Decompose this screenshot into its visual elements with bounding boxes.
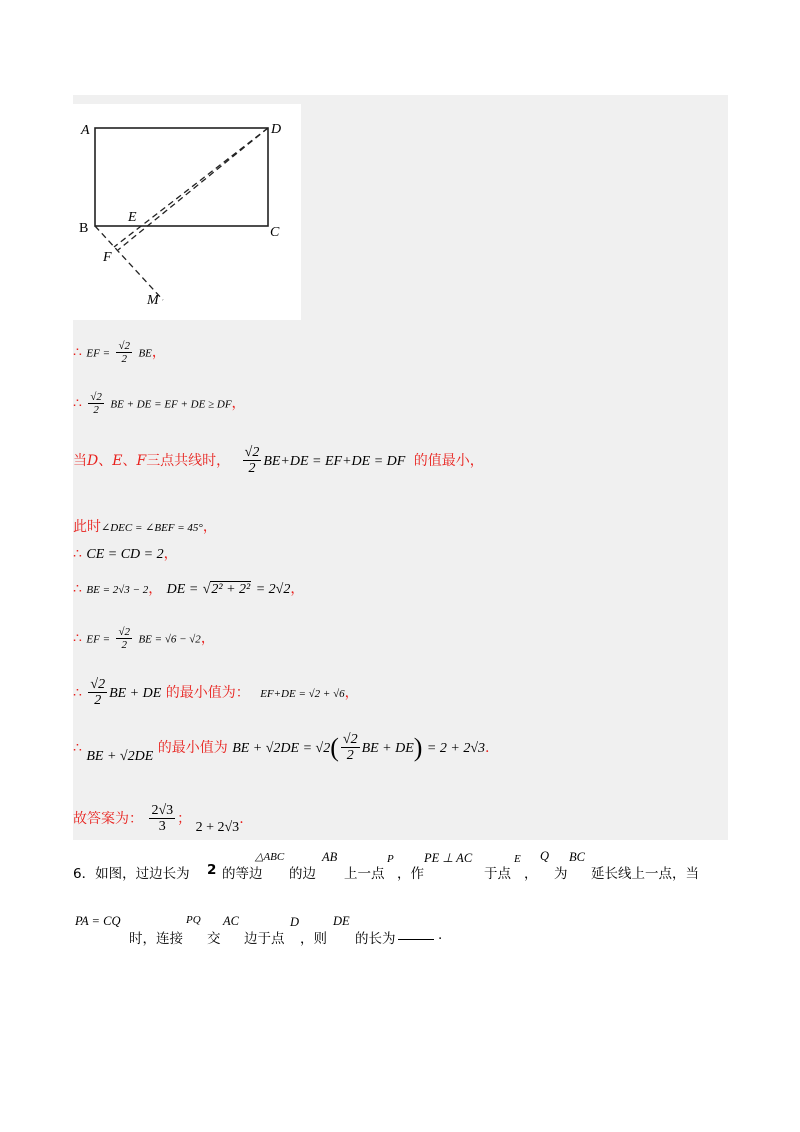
rectangle-diagram	[73, 104, 301, 320]
fraction: $\frac{√2}{2}$	[118, 340, 130, 366]
line-df	[118, 128, 268, 250]
rectangle-abcd	[95, 128, 268, 226]
solution-line-8: ∴ $\frac{√2}{2}$ BE + DE 的最小值为： EF+DE = √2 + √6，	[73, 677, 359, 709]
solution-line-3: 当D、E、F三点共线时， $\frac{√2}{2}$ BE+DE = EF+DE = DF 的值最小，	[73, 445, 484, 477]
label-b: B	[79, 221, 89, 236]
geometry-figure	[73, 104, 301, 320]
solution-line-4: 此时∠DEC = ∠BEF = 45°，	[73, 519, 217, 535]
answer-blank	[398, 927, 434, 940]
label-f: F	[103, 250, 112, 265]
line-de	[114, 128, 268, 247]
solution-line-6: ∴ BE = 2√3 − 2， DE = √2² + 2² = 2√2，	[73, 581, 305, 597]
solution-line-7: ∴ EF = $\frac{√2}{2}$ BE = √6 − √2，	[73, 626, 215, 652]
solution-line-2: ∴ $\frac{√2}{2}$ BE + DE = EF + DE ≥ DF，	[73, 391, 246, 417]
label-d: D	[271, 122, 282, 137]
solution-line-1: ∴ EF = $\frac{√2}{2}$ BE，	[73, 340, 166, 366]
label-m: M	[147, 293, 159, 308]
solution-line-10: 故答案为： $\frac{2√3}{3}$ ； 2 + 2√3.	[73, 803, 244, 835]
fraction: $\frac{√2}{2}$	[342, 732, 358, 764]
fraction: $\frac{√2}{2}$	[244, 445, 260, 477]
label-e: E	[128, 210, 137, 225]
label-a: A	[81, 123, 90, 138]
solution-line-5: ∴ CE = CD = 2，	[73, 546, 178, 562]
label-c: C	[270, 225, 280, 240]
fraction: $\frac{√2}{2}$	[90, 677, 106, 709]
square-root: √2² + 2²	[202, 582, 251, 597]
fraction: $\frac{√2}{2}$	[118, 626, 130, 652]
fraction: $\frac{√2}{2}$	[90, 391, 102, 417]
solution-line-9: ∴ BE + √2DE 的最小值为 BE + √2DE = √2( $\frac{√2}{2}$ BE + DE) = 2 + 2√3.	[73, 732, 490, 764]
fraction: $\frac{2√3}{3}$	[151, 803, 174, 835]
